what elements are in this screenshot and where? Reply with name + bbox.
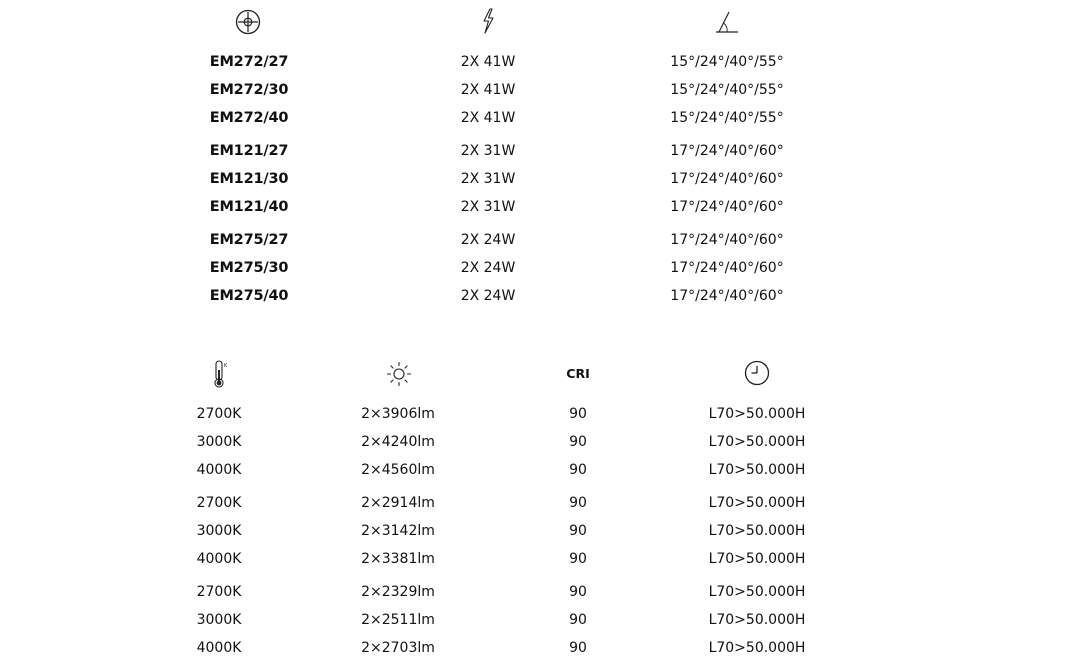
model-code: EM272/40 (209, 110, 289, 126)
lifetime-value: L70>50.000H (708, 551, 806, 567)
power-value: 2X 41W (460, 82, 516, 98)
model-code: EM121/30 (209, 171, 289, 187)
color-temperature-value: 3000K (196, 523, 242, 539)
color-temperature-value: 3000K (196, 434, 242, 450)
cri-value: 90 (569, 523, 587, 539)
power-value: 2X 24W (460, 288, 516, 304)
cri-value: 90 (569, 640, 587, 656)
lifetime-value: L70>50.000H (708, 434, 806, 450)
power-icon (480, 8, 496, 34)
beam-angles-value: 15°/24°/40°/55° (670, 54, 784, 70)
luminous-flux-value: 2×3381lm (361, 551, 435, 567)
power-value: 2X 41W (460, 110, 516, 126)
power-value: 2X 41W (460, 54, 516, 70)
color-temperature-value: 2700K (196, 406, 242, 422)
beam-angles-value: 17°/24°/40°/60° (670, 288, 784, 304)
color-temperature-value: 4000K (196, 640, 242, 656)
model-code: EM121/27 (209, 143, 289, 159)
cri-value: 90 (569, 495, 587, 511)
power-value: 2X 31W (460, 143, 516, 159)
beam-angles-value: 17°/24°/40°/60° (670, 171, 784, 187)
luminous-flux-value: 2×2329lm (361, 584, 435, 600)
color-temperature-value: 4000K (196, 551, 242, 567)
beam-angles-value: 17°/24°/40°/60° (670, 232, 784, 248)
luminous-flux-value: 2×4240lm (361, 434, 435, 450)
luminous-flux-value: 2×2703lm (361, 640, 435, 656)
lifetime-value: L70>50.000H (708, 584, 806, 600)
luminous-flux-value: 2×4560lm (361, 462, 435, 478)
color-temperature-icon (210, 359, 230, 389)
luminous-flux-icon (386, 361, 412, 387)
power-value: 2X 24W (460, 260, 516, 276)
color-temperature-value: 2700K (196, 584, 242, 600)
cri-value: 90 (569, 406, 587, 422)
beam-angles-value: 15°/24°/40°/55° (670, 110, 784, 126)
color-temperature-value: 3000K (196, 612, 242, 628)
beam-angles-value: 17°/24°/40°/60° (670, 199, 784, 215)
cri-value: 90 (569, 584, 587, 600)
luminous-flux-value: 2×3142lm (361, 523, 435, 539)
model-code: EM275/27 (209, 232, 289, 248)
color-temperature-value: 4000K (196, 462, 242, 478)
beam-angles-value: 15°/24°/40°/55° (670, 82, 784, 98)
power-value: 2X 31W (460, 171, 516, 187)
model-code: EM272/27 (209, 54, 289, 70)
cri-value: 90 (569, 612, 587, 628)
beam-angle-icon (714, 9, 740, 35)
lifetime-value: L70>50.000H (708, 495, 806, 511)
color-temperature-value: 2700K (196, 495, 242, 511)
optic-icon (235, 9, 261, 35)
luminous-flux-value: 2×2914lm (361, 495, 435, 511)
lifetime-value: L70>50.000H (708, 406, 806, 422)
model-code: EM275/30 (209, 260, 289, 276)
cri-value: 90 (569, 462, 587, 478)
lifetime-value: L70>50.000H (708, 523, 806, 539)
cri-value: 90 (569, 434, 587, 450)
beam-angles-value: 17°/24°/40°/60° (670, 143, 784, 159)
lifetime-value: L70>50.000H (708, 462, 806, 478)
model-code: EM272/30 (209, 82, 289, 98)
svg-text:K: K (224, 363, 228, 369)
lifetime-value: L70>50.000H (708, 640, 806, 656)
luminous-flux-value: 2×2511lm (361, 612, 435, 628)
power-value: 2X 31W (460, 199, 516, 215)
luminous-flux-value: 2×3906lm (361, 406, 435, 422)
cri-value: 90 (569, 551, 587, 567)
model-code: EM121/40 (209, 199, 289, 215)
lifetime-value: L70>50.000H (708, 612, 806, 628)
cri-label: CRI (566, 366, 590, 381)
power-value: 2X 24W (460, 232, 516, 248)
model-code: EM275/40 (209, 288, 289, 304)
beam-angles-value: 17°/24°/40°/60° (670, 260, 784, 276)
lifetime-clock-icon (744, 360, 770, 386)
